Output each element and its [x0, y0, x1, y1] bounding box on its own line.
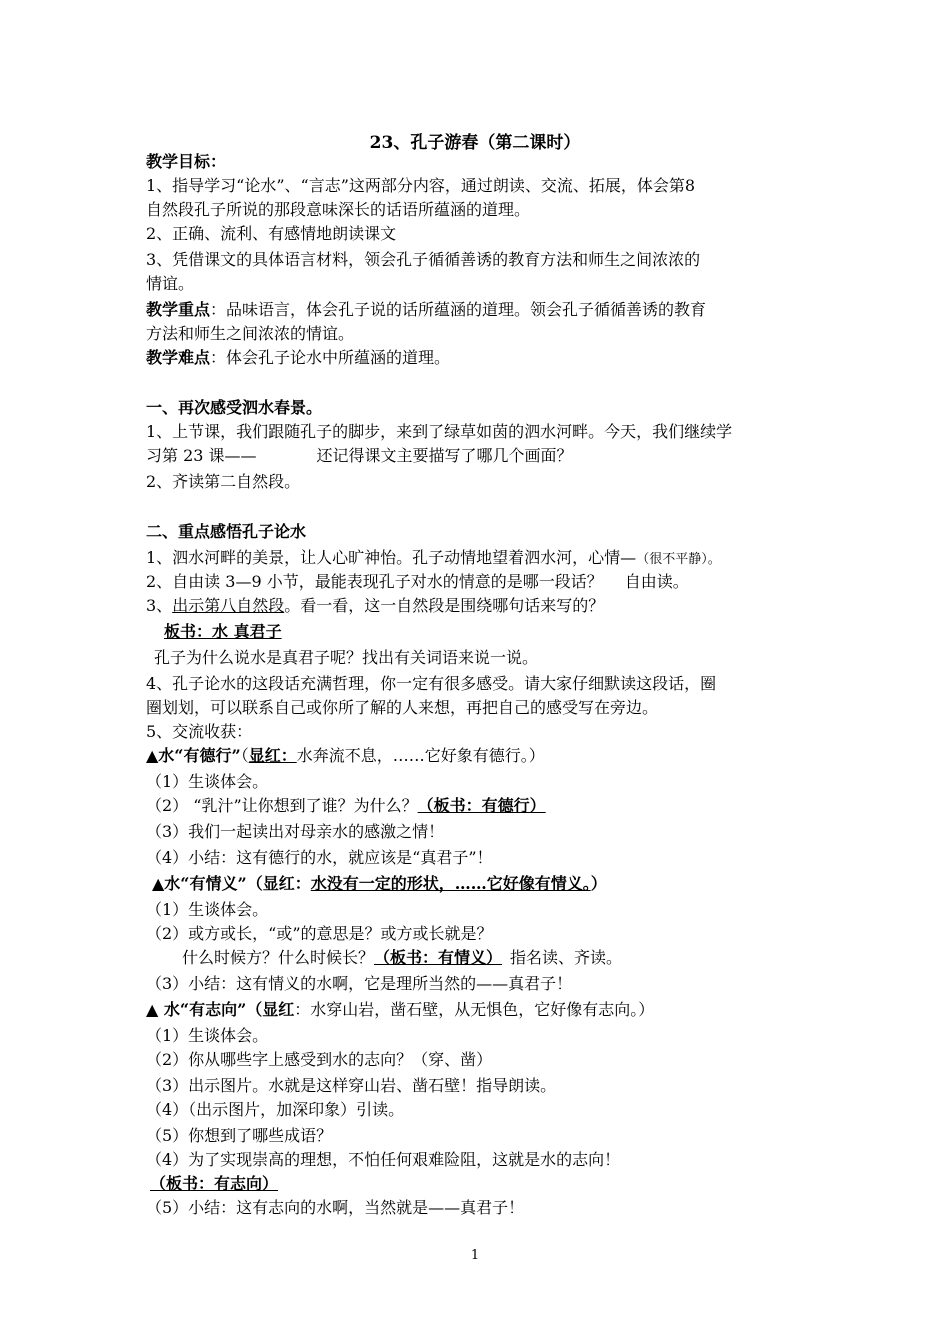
- virtue-open: （: [240, 746, 249, 765]
- feeling-show-text: 水没有一定的形状，……它好像有情义。: [310, 874, 591, 893]
- section-2-p2-note: 自由读。: [624, 572, 689, 591]
- section-2-p1-main: 1、泗水河畔的美景，让人心旷神怡。孔子动情地望着泗水河，心情—: [146, 548, 637, 567]
- ambition-heading: [146, 998, 654, 1022]
- virtue-show-text: 水奔流不息，……它好象有德行。）: [296, 746, 545, 765]
- section-2-p2-text: 2、自由读 3—9 小节，最能表现孔子对水的情意的是哪一段话？: [146, 572, 603, 591]
- ambition-head: ▲ 水“有志向”（显红: [146, 1000, 295, 1019]
- ambition-item-6: （4）为了实现崇高的理想，不怕任何艰难险阻，这就是水的志向！: [146, 1150, 621, 1169]
- section-1-p1-line-2: [146, 444, 573, 468]
- virtue-item-1: （1）生谈体会。: [146, 772, 269, 791]
- section-2-p1-note: （很不平静）。: [636, 552, 721, 567]
- section-1-p1-part-b: 还记得课文主要描写了哪几个画面？: [316, 446, 573, 465]
- section-2-question: 孔子为什么说水是真君子呢？找出有关词语来说一说。: [154, 648, 539, 667]
- section-1-p1-part-a: 习第 23 课——: [146, 446, 257, 465]
- key-point: [146, 298, 706, 322]
- difficulty-label: 教学难点: [146, 348, 211, 367]
- goal-1-line-2: 自然段孔子所说的那段意味深长的话语所蕴涵的道理。: [146, 200, 531, 219]
- section-2-p3-text: 。看一看，这一自然段是围绕哪句话来写的？: [284, 596, 605, 615]
- goal-2: 2、正确、流利、有感情地朗读课文: [146, 224, 397, 243]
- key-point-label: 教学重点: [146, 300, 211, 319]
- ambition-board: （板书：有志向）: [150, 1174, 279, 1193]
- feeling-item-2: （2）或方或长，“或”的意思是？或方或长就是？: [146, 924, 493, 943]
- feeling-close: ）: [590, 874, 607, 893]
- board-writing-1: 板书：水 真君子: [164, 622, 282, 641]
- feeling-item-2b: [182, 946, 622, 970]
- virtue-show-label: 显红：: [248, 746, 297, 765]
- page-number: 1: [470, 1248, 480, 1263]
- virtue-item-3: （3）我们一起读出对母亲水的感激之情！: [146, 822, 445, 841]
- section-2-p1: [146, 546, 721, 570]
- ambition-item-2: （2）你从哪些字上感受到水的志向？（穿、凿）: [146, 1050, 493, 1069]
- section-2-p4-line-1: 4、孔子论水的这段话充满哲理，你一定有很多感受。请大家仔细默读这段话，圈: [146, 674, 717, 693]
- section-2-p2: [146, 570, 689, 594]
- section-2-p3-highlight: 出示第八自然段: [172, 596, 285, 615]
- virtue-item-2: [146, 794, 546, 818]
- section-2-p3: [146, 594, 604, 618]
- section-2-p5: 5、交流收获：: [146, 722, 253, 741]
- section-1-p2: 2、齐读第二自然段。: [146, 472, 301, 491]
- lesson-title: 23、孔子游春（第二课时）: [369, 133, 581, 153]
- virtue-heading: [146, 744, 545, 768]
- feeling-item-3: （3）小结：这有情义的水啊，它是理所当然的——真君子！: [146, 974, 573, 993]
- section-1-heading: 一、再次感受泗水春景。: [146, 398, 323, 417]
- feeling-board: （板书：有情义）: [374, 948, 503, 967]
- ambition-show-text: ：水穿山岩，凿石壁，从无惧色，它好像有志向。）: [294, 1000, 655, 1019]
- section-1-p1-line-1: 1、上节课，我们跟随孔子的脚步，来到了绿草如茵的泗水河畔。今天，我们继续学: [146, 422, 733, 441]
- section-2-heading: 二、重点感悟孔子论水: [146, 522, 307, 541]
- difficulty-text: ：体会孔子论水中所蕴涵的道理。: [210, 348, 451, 367]
- feeling-heading: [152, 872, 607, 896]
- difficulty: [146, 346, 450, 370]
- feeling-item-1: （1）生谈体会。: [146, 900, 269, 919]
- feeling-head: ▲水“有情义”（显红：: [152, 874, 311, 893]
- goal-3-line-2: 情谊。: [146, 274, 195, 293]
- section-2-p4-line-2: 圈划划，可以联系自己或你所了解的人来想，再把自己的感受写在旁边。: [146, 698, 659, 717]
- virtue-item-2-text: （2） “乳汁”让你想到了谁？为什么？: [146, 796, 418, 815]
- virtue-head: ▲水“有德行”: [146, 746, 241, 765]
- ambition-item-5: （5）你想到了哪些成语？: [146, 1126, 333, 1145]
- goals-heading: 教学目标：: [146, 152, 227, 171]
- ambition-item-1: （1）生谈体会。: [146, 1026, 269, 1045]
- key-point-line-2: 方法和师生之间浓浓的情谊。: [146, 324, 355, 343]
- feeling-item-2b-note: 指名读、齐读。: [510, 948, 623, 967]
- ambition-item-4: （4）（出示图片，加深印象）引读。: [146, 1100, 405, 1119]
- virtue-board: （板书：有德行）: [417, 796, 546, 815]
- goal-3-line-1: 3、凭借课文的具体语言材料，领会孔子循循善诱的教育方法和师生之间浓浓的: [146, 250, 701, 269]
- feeling-item-2b-text: 什么时候方？什么时候长？: [182, 948, 375, 967]
- ambition-item-3: （3）出示图片。水就是这样穿山岩、凿石壁！指导朗读。: [146, 1076, 557, 1095]
- goal-1-line-1: 1、指导学习“论水”、“言志”这两部分内容，通过朗读、交流、拓展，体会第8: [146, 176, 696, 195]
- ambition-item-7: （5）小结：这有志向的水啊，当然就是——真君子！: [146, 1198, 525, 1217]
- virtue-item-4: （4）小结：这有德行的水，就应该是“真君子”！: [146, 848, 493, 867]
- section-2-p3-number: 3、: [146, 596, 173, 615]
- key-point-text: ：品味语言，体会孔子说的话所蕴涵的道理。领会孔子循循善诱的教育: [210, 300, 707, 319]
